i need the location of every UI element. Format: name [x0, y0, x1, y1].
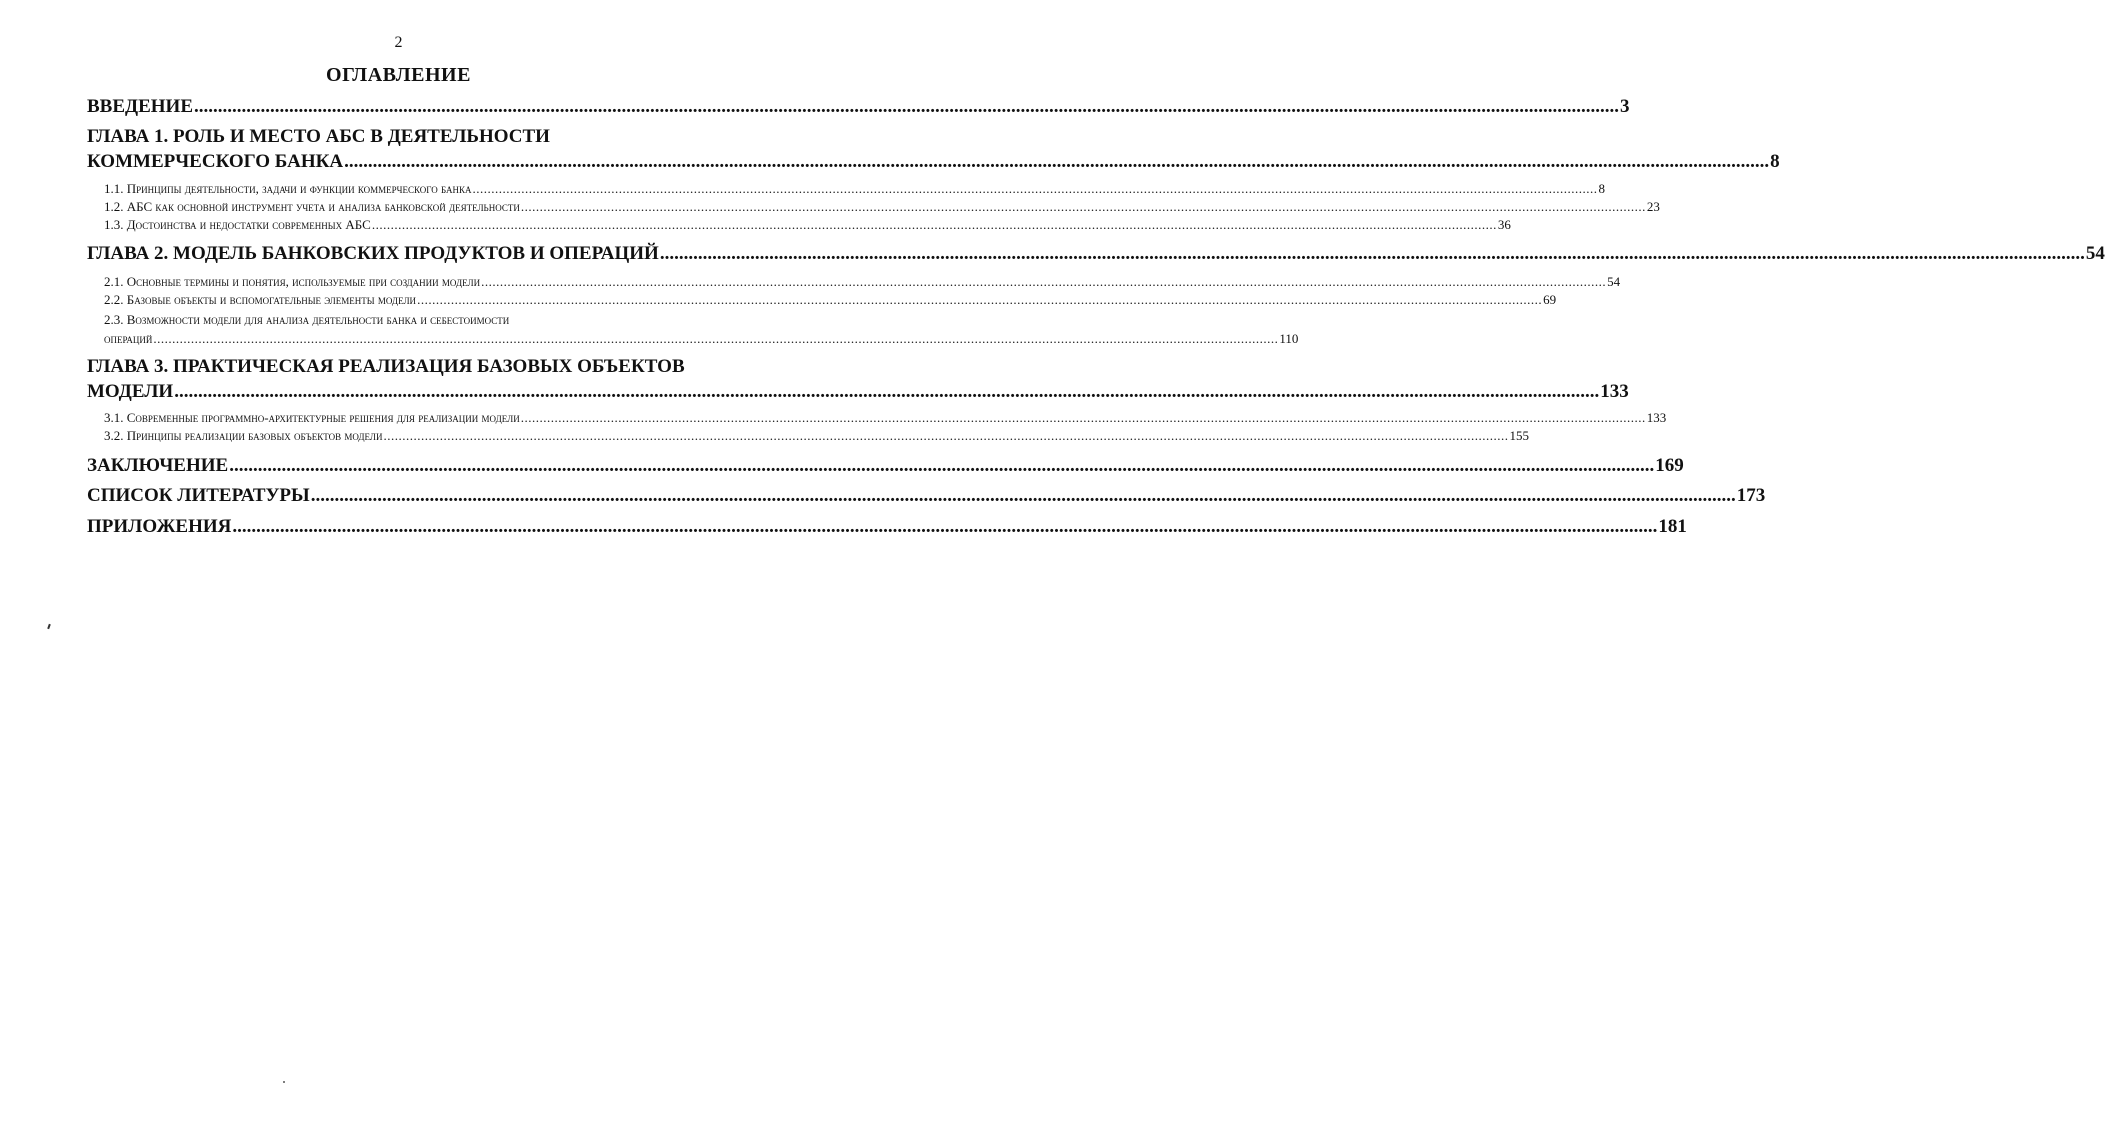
toc-entry-section-1-2[interactable] [104, 199, 1660, 215]
toc-entry-page: 181 [1658, 516, 1687, 537]
toc-entry-section-2-2[interactable] [104, 292, 1557, 308]
toc-entry-page: 54 [2085, 243, 2105, 264]
toc-entry-title: 3.1. Современные программно-архитектурные решения для реализации модели [104, 410, 520, 425]
toc-entry-page: 69 [1543, 292, 1557, 307]
toc-entry-section-1-1[interactable] [104, 181, 1606, 197]
toc-entry-title: 2.2. Базовые объекты и вспомогательные элементы модели [104, 292, 417, 307]
toc-entry-page: 110 [1279, 331, 1299, 346]
toc-entry-conclusion[interactable] [87, 455, 1684, 477]
leader-dots: ............................................................................................................................................................................................................................................................................................................ [232, 516, 1658, 537]
leader-dots: ............................................................................................................................................................................................................................................................................................................ [659, 243, 2085, 264]
toc-entry-page: 3 [1620, 96, 1630, 117]
toc-entry-title: КОММЕРЧЕСКОГО БАНКА [87, 151, 344, 172]
toc-entry-title: 3.2. Принципы реализации базовых объектов модели [104, 428, 383, 443]
toc-entry-page: 173 [1736, 485, 1766, 506]
toc-entry-title: ГЛАВА 2. МОДЕЛЬ БАНКОВСКИХ ПРОДУКТОВ И ОПЕРАЦИЙ [87, 243, 659, 264]
leader-dots: ............................................................................................................................................................................................................................................................................................................ [229, 455, 1655, 476]
toc-section-2-3-title-line1[interactable]: 2.3. Возможности модели для анализа деятельности банка и себестоимости [104, 312, 510, 327]
toc-entry-page: 8 [1598, 181, 1606, 196]
leader-dots: ............................................................................................................................................................................................................................................................................................................ [520, 410, 1646, 425]
toc-entry-title: МОДЕЛИ [87, 381, 174, 402]
toc-entry-page: 8 [1770, 151, 1780, 172]
leader-dots: ............................................................................................................................................................................................................................................................................................................ [344, 151, 1770, 172]
toc-entry-title: 1.1. Принципы деятельности, задачи и функции коммерческого банка [104, 181, 472, 196]
leader-dots: ............................................................................................................................................................................................................................................................................................................ [194, 96, 1619, 117]
toc-entry-page: 169 [1655, 455, 1684, 476]
toc-entry-section-1-3[interactable] [104, 217, 1511, 233]
leader-dots: ............................................................................................................................................................................................................................................................................................................ [174, 381, 1600, 402]
toc-entry-chapter1[interactable] [87, 151, 1780, 173]
toc-entry-page: 23 [1646, 199, 1660, 214]
toc-entry-section-3-1[interactable] [104, 410, 1667, 426]
scan-speck [283, 1081, 285, 1083]
leader-dots: ............................................................................................................................................................................................................................................................................................................ [153, 331, 1279, 346]
toc-entry-title: 1.3. Достоинства и недостатки современных АБС [104, 217, 371, 232]
toc-entry-section-2-3[interactable] [104, 331, 1299, 347]
leader-dots: ............................................................................................................................................................................................................................................................................................................ [472, 181, 1598, 196]
toc-chapter3-title-line1[interactable]: ГЛАВА 3. ПРАКТИЧЕСКАЯ РЕАЛИЗАЦИЯ БАЗОВЫХ ОБЪЕКТОВ [87, 356, 685, 377]
toc-entry-section-2-1[interactable] [104, 274, 1621, 290]
toc-entry-title: ПРИЛОЖЕНИЯ [87, 516, 232, 537]
leader-dots: ............................................................................................................................................................................................................................................................................................................ [383, 428, 1509, 443]
leader-dots: ............................................................................................................................................................................................................................................................................................................ [417, 292, 1543, 307]
toc-entry-page: 133 [1646, 410, 1667, 425]
toc-entry-intro[interactable] [87, 96, 1630, 118]
toc-entry-title: СПИСОК ЛИТЕРАТУРЫ [87, 485, 310, 506]
toc-entry-chapter2[interactable] [87, 243, 2105, 265]
toc-entry-chapter3[interactable] [87, 381, 1629, 403]
toc-entry-page: 155 [1509, 428, 1530, 443]
toc-entry-bibliography[interactable] [87, 485, 1766, 507]
leader-dots: ............................................................................................................................................................................................................................................................................................................ [520, 199, 1646, 214]
toc-entry-title: операций [104, 331, 153, 346]
leader-dots: ............................................................................................................................................................................................................................................................................................................ [310, 485, 1736, 506]
leader-dots: ............................................................................................................................................................................................................................................................................................................ [371, 217, 1497, 232]
scan-speck [47, 624, 51, 629]
page-number: 2 [394, 34, 403, 51]
toc-entry-page: 54 [1607, 274, 1621, 289]
toc-entry-page: 133 [1600, 381, 1629, 402]
toc-entry-title: ВВЕДЕНИЕ [87, 96, 193, 117]
toc-entry-appendix[interactable] [87, 516, 1687, 538]
toc-entry-page: 36 [1497, 217, 1511, 232]
toc-entry-title: ЗАКЛЮЧЕНИЕ [87, 455, 229, 476]
toc-entry-title: 2.1. Основные термины и понятия, используемые при создании модели [104, 274, 481, 289]
toc-chapter1-title-line1[interactable]: ГЛАВА 1. РОЛЬ И МЕСТО АБС В ДЕЯТЕЛЬНОСТИ [87, 126, 550, 147]
toc-entry-title: 1.2. АБС как основной инструмент учета и анализа банковской деятельности [104, 199, 520, 214]
leader-dots: ............................................................................................................................................................................................................................................................................................................ [481, 274, 1607, 289]
toc-entry-section-3-2[interactable] [104, 428, 1530, 444]
toc-title: ОГЛАВЛЕНИЕ [326, 64, 471, 86]
